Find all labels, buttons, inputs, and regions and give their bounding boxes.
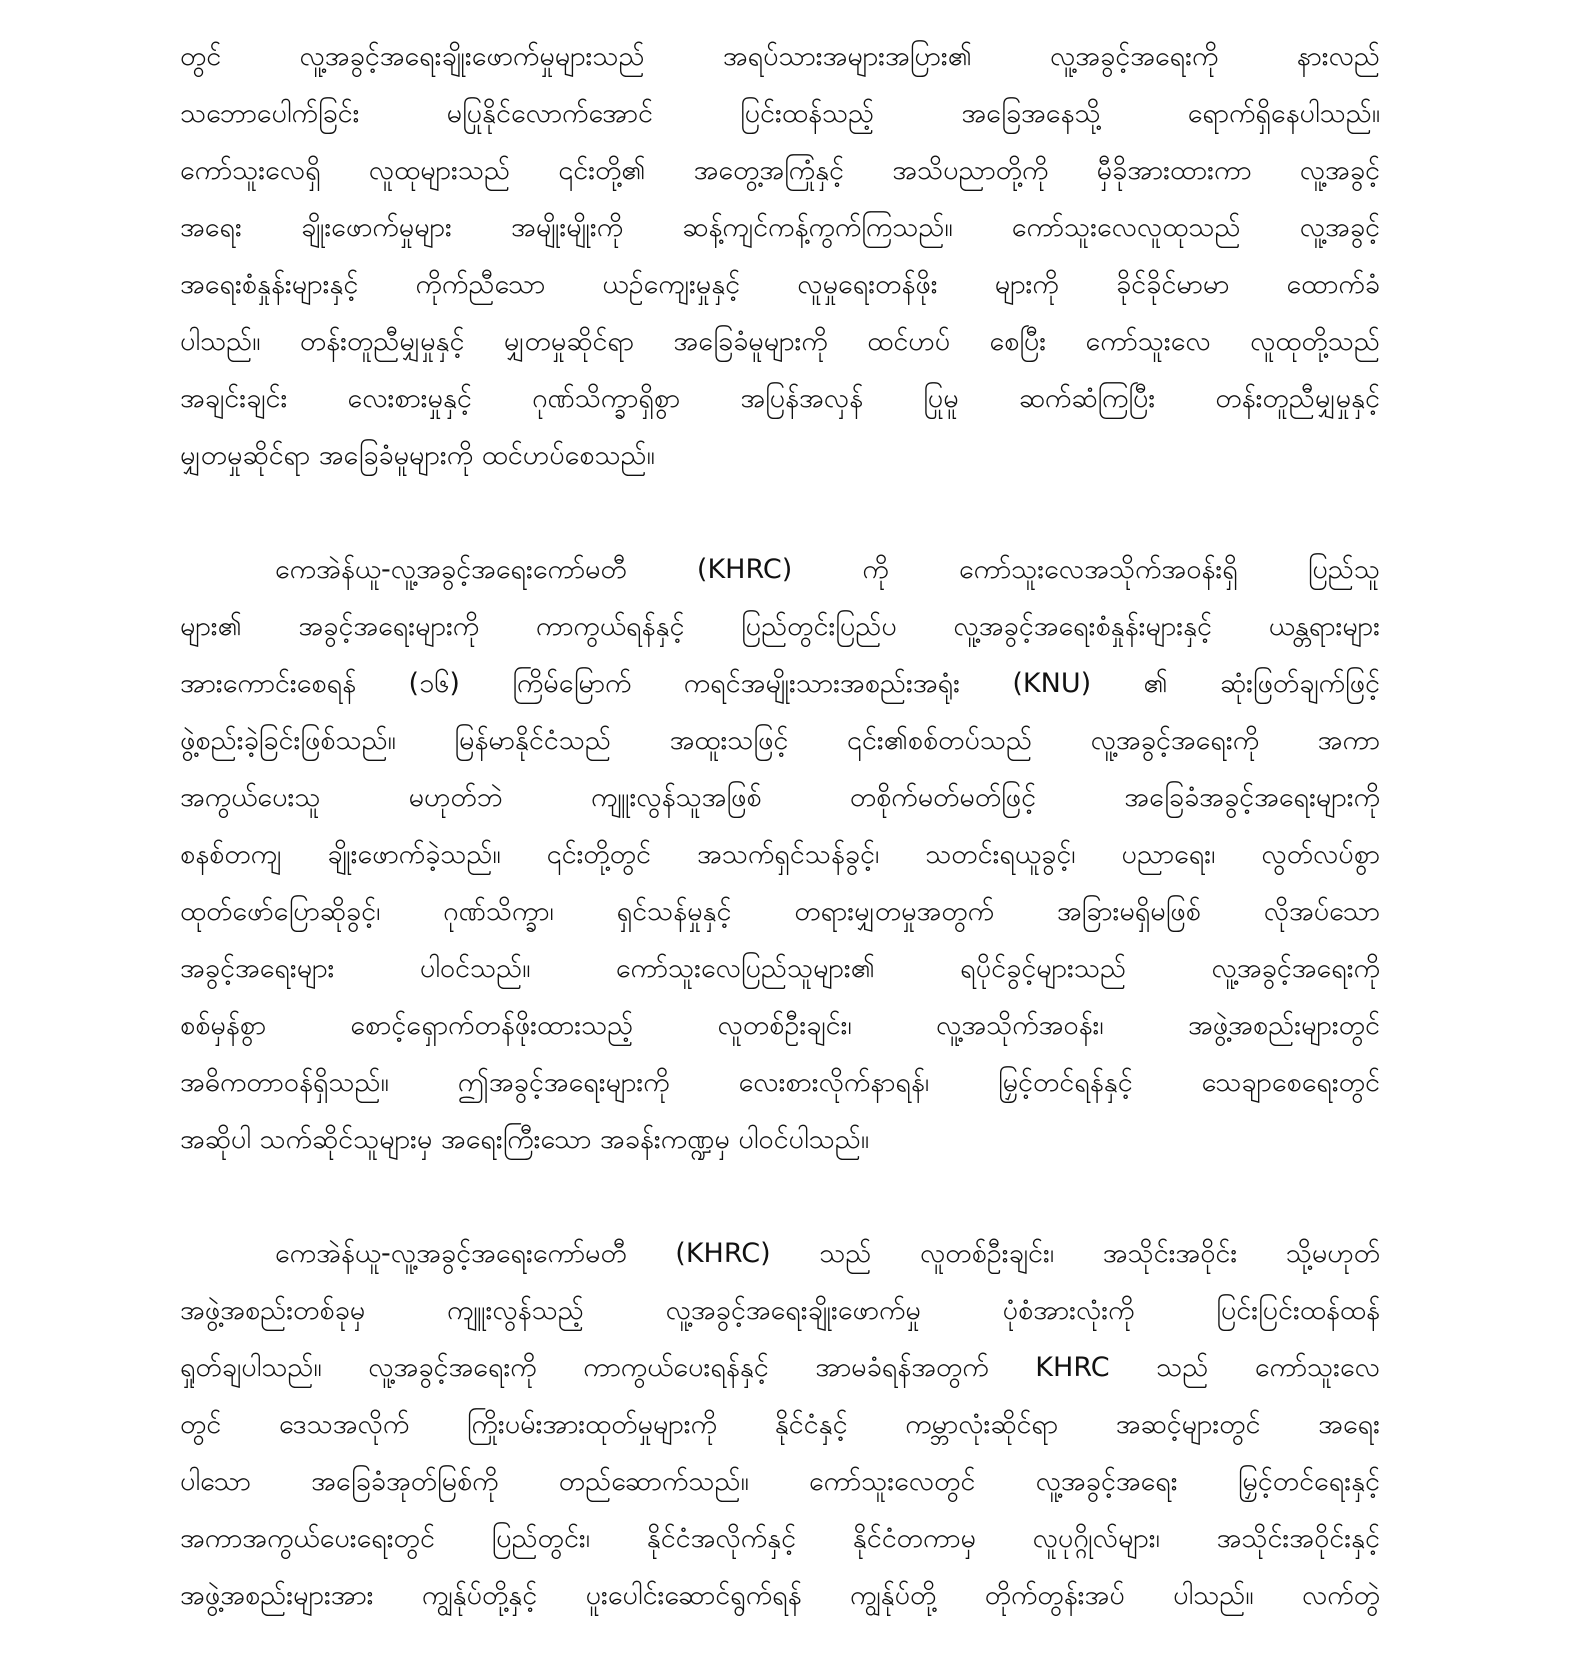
paragraph-2 [180, 541, 1380, 1168]
text-line: အဆိုပါ သက်ဆိုင်သူများမှ အရေးကြီးသော အခန်းကဏ္ဍမှ ပါဝင်ပါသည်။ [180, 1124, 870, 1155]
text-line: ပါသည်။ တန်းတူညီမျှမှုနှင့် မျှတမှုဆိုင်ရာ အခြေခံမူများကို ထင်ဟပ် စေပြီး ကော်သူးလေ လူထုတို့သည် [180, 326, 1380, 357]
text-line: အကာအကွယ်ပေးရေးတွင် ပြည်တွင်း၊ နိုင်ငံအလိုက်နှင့် နိုင်ငံတကာမှ လူပုဂ္ဂိုလ်များ၊ အသိုင်းအဝိုင်းနှင့် [180, 1523, 1380, 1554]
paragraph-1 [180, 28, 1380, 484]
text-line: ပါသော အခြေခံအုတ်မြစ်ကို တည်ဆောက်သည်။ ကော်သူးလေတွင် လူ့အခွင့်အရေး မြှင့်တင်ရေးနှင့် [180, 1466, 1380, 1497]
text-line: သဘောပေါက်ခြင်း မပြုနိုင်လောက်အောင် ပြင်းထန်သည့် အခြေအနေသို့ ရောက်ရှိနေပါသည်။ [180, 98, 1380, 129]
text-line: အရေးစံနှုန်းများနှင့် ကိုက်ညီသော ယဉ်ကျေးမှုနှင့် လူမှုရေးတန်ဖိုး များကို ခိုင်ခိုင်မာမာ ထောက်ခံ [180, 269, 1380, 300]
text-line: အားကောင်းစေရန် (၁၆) ကြိမ်မြောက် ကရင်အမျိုးသားအစည်းအရုံး (KNU) ၏ ဆုံးဖြတ်ချက်ဖြင့် [180, 668, 1380, 699]
text-line: ကော်သူးလေရှိ လူထုများသည် ၎င်းတို့၏ အတွေ့အကြုံနှင့် အသိပညာတို့ကို မှီခိုအားထားကာ လူ့အခွင့် [180, 155, 1380, 186]
text-line: ကေအဲန်ယူ-လူ့အခွင့်အရေးကော်မတီ (KHRC) သည် လူတစ်ဦးချင်း၊ အသိုင်းအဝိုင်း သို့မဟုတ် [275, 1238, 1380, 1269]
text-line: အကွယ်ပေးသူ မဟုတ်ဘဲ ကျူးလွန်သူအဖြစ် တစိုက်မတ်မတ်ဖြင့် အခြေခံအခွင့်အရေးများကို [180, 782, 1380, 813]
document-page [180, 28, 1380, 1624]
text-line: အဖွဲ့အစည်းတစ်ခုမှ ကျူးလွန်သည့် လူ့အခွင့်အရေးချိုးဖောက်မှု ပုံစံအားလုံးကို ပြင်းပြင်းထန်ထန် [180, 1295, 1380, 1326]
text-line: အခွင့်အရေးများ ပါဝင်သည်။ ကော်သူးလေပြည်သူများ၏ ရပိုင်ခွင့်များသည် လူ့အခွင့်အရေးကို [180, 953, 1380, 984]
text-line: အဓိကတာဝန်ရှိသည်။ ဤအခွင့်အရေးများကို လေးစားလိုက်နာရန်၊ မြှင့်တင်ရန်နှင့် သေချာစေရေးတွင် [180, 1067, 1380, 1098]
text-line: အချင်းချင်း လေးစားမှုနှင့် ဂုဏ်သိက္ခာရှိစွာ အပြန်အလှန် ပြုမူ ဆက်ဆံကြပြီး တန်းတူညီမျှမှုနှင့် [180, 383, 1380, 414]
text-line: ထုတ်ဖော်ပြောဆိုခွင့်၊ ဂုဏ်သိက္ခာ၊ ရှင်သန်မှုနှင့် တရားမျှတမှုအတွက် အခြားမရှိမဖြစ် လိုအပ်သော [180, 896, 1380, 927]
text-line: အရေး ချိုးဖောက်မှုများ အမျိုးမျိုးကို ဆန့်ကျင်ကန့်ကွက်ကြသည်။ ကော်သူးလေလူထုသည် လူ့အခွင့် [180, 212, 1380, 243]
text-line: တွင် လူ့အခွင့်အရေးချိုးဖောက်မှုများသည် အရပ်သားအများအပြား၏ လူ့အခွင့်အရေးကို နားလည် [180, 41, 1380, 72]
text-line: စနစ်တကျ ချိုးဖောက်ခဲ့သည်။ ၎င်းတို့တွင် အသက်ရှင်သန်ခွင့်၊ သတင်းရယူခွင့်၊ ပညာရေး၊ လွတ်လပ်စွာ [180, 839, 1380, 870]
text-line: အဖွဲ့အစည်းများအား ကျွန်ုပ်တို့နှင့် ပူးပေါင်းဆောင်ရွက်ရန် ကျွန်ုပ်တို့ တိုက်တွန်းအပ် ပါသည်။ လက်တွဲ [180, 1580, 1380, 1611]
text-line: ရှုတ်ချပါသည်။ လူ့အခွင့်အရေးကို ကာကွယ်ပေးရန်နှင့် အာမခံရန်အတွက် KHRC သည် ကော်သူးလေ [180, 1352, 1380, 1383]
text-line: ဖွဲ့စည်းခဲ့ခြင်းဖြစ်သည်။ မြန်မာနိုင်ငံသည် အထူးသဖြင့် ၎င်း၏စစ်တပ်သည် လူ့အခွင့်အရေးကို အကာ [180, 725, 1380, 756]
paragraph-3 [180, 1225, 1380, 1624]
text-line: များ၏ အခွင့်အရေးများကို ကာကွယ်ရန်နှင့် ပြည်တွင်းပြည်ပ လူ့အခွင့်အရေးစံနှုန်းများနှင့် ယန္တရားများ [180, 611, 1380, 642]
text-line: တွင် ဒေသအလိုက် ကြိုးပမ်းအားထုတ်မှုများကို နိုင်ငံနှင့် ကမ္ဘာလုံးဆိုင်ရာ အဆင့်များတွင် အရေး [180, 1409, 1380, 1440]
text-line: မျှတမှုဆိုင်ရာ အခြေခံမူများကို ထင်ဟပ်စေသည်။ [180, 440, 655, 471]
text-line: ကေအဲန်ယူ-လူ့အခွင့်အရေးကော်မတီ (KHRC) ကို ကော်သူးလေအသိုက်အဝန်းရှိ ပြည်သူ [275, 554, 1380, 585]
text-line: စစ်မှန်စွာ စောင့်ရှောက်တန်ဖိုးထားသည့် လူတစ်ဦးချင်း၊ လူ့အသိုက်အဝန်း၊ အဖွဲ့အစည်းများတွင် [180, 1010, 1380, 1041]
